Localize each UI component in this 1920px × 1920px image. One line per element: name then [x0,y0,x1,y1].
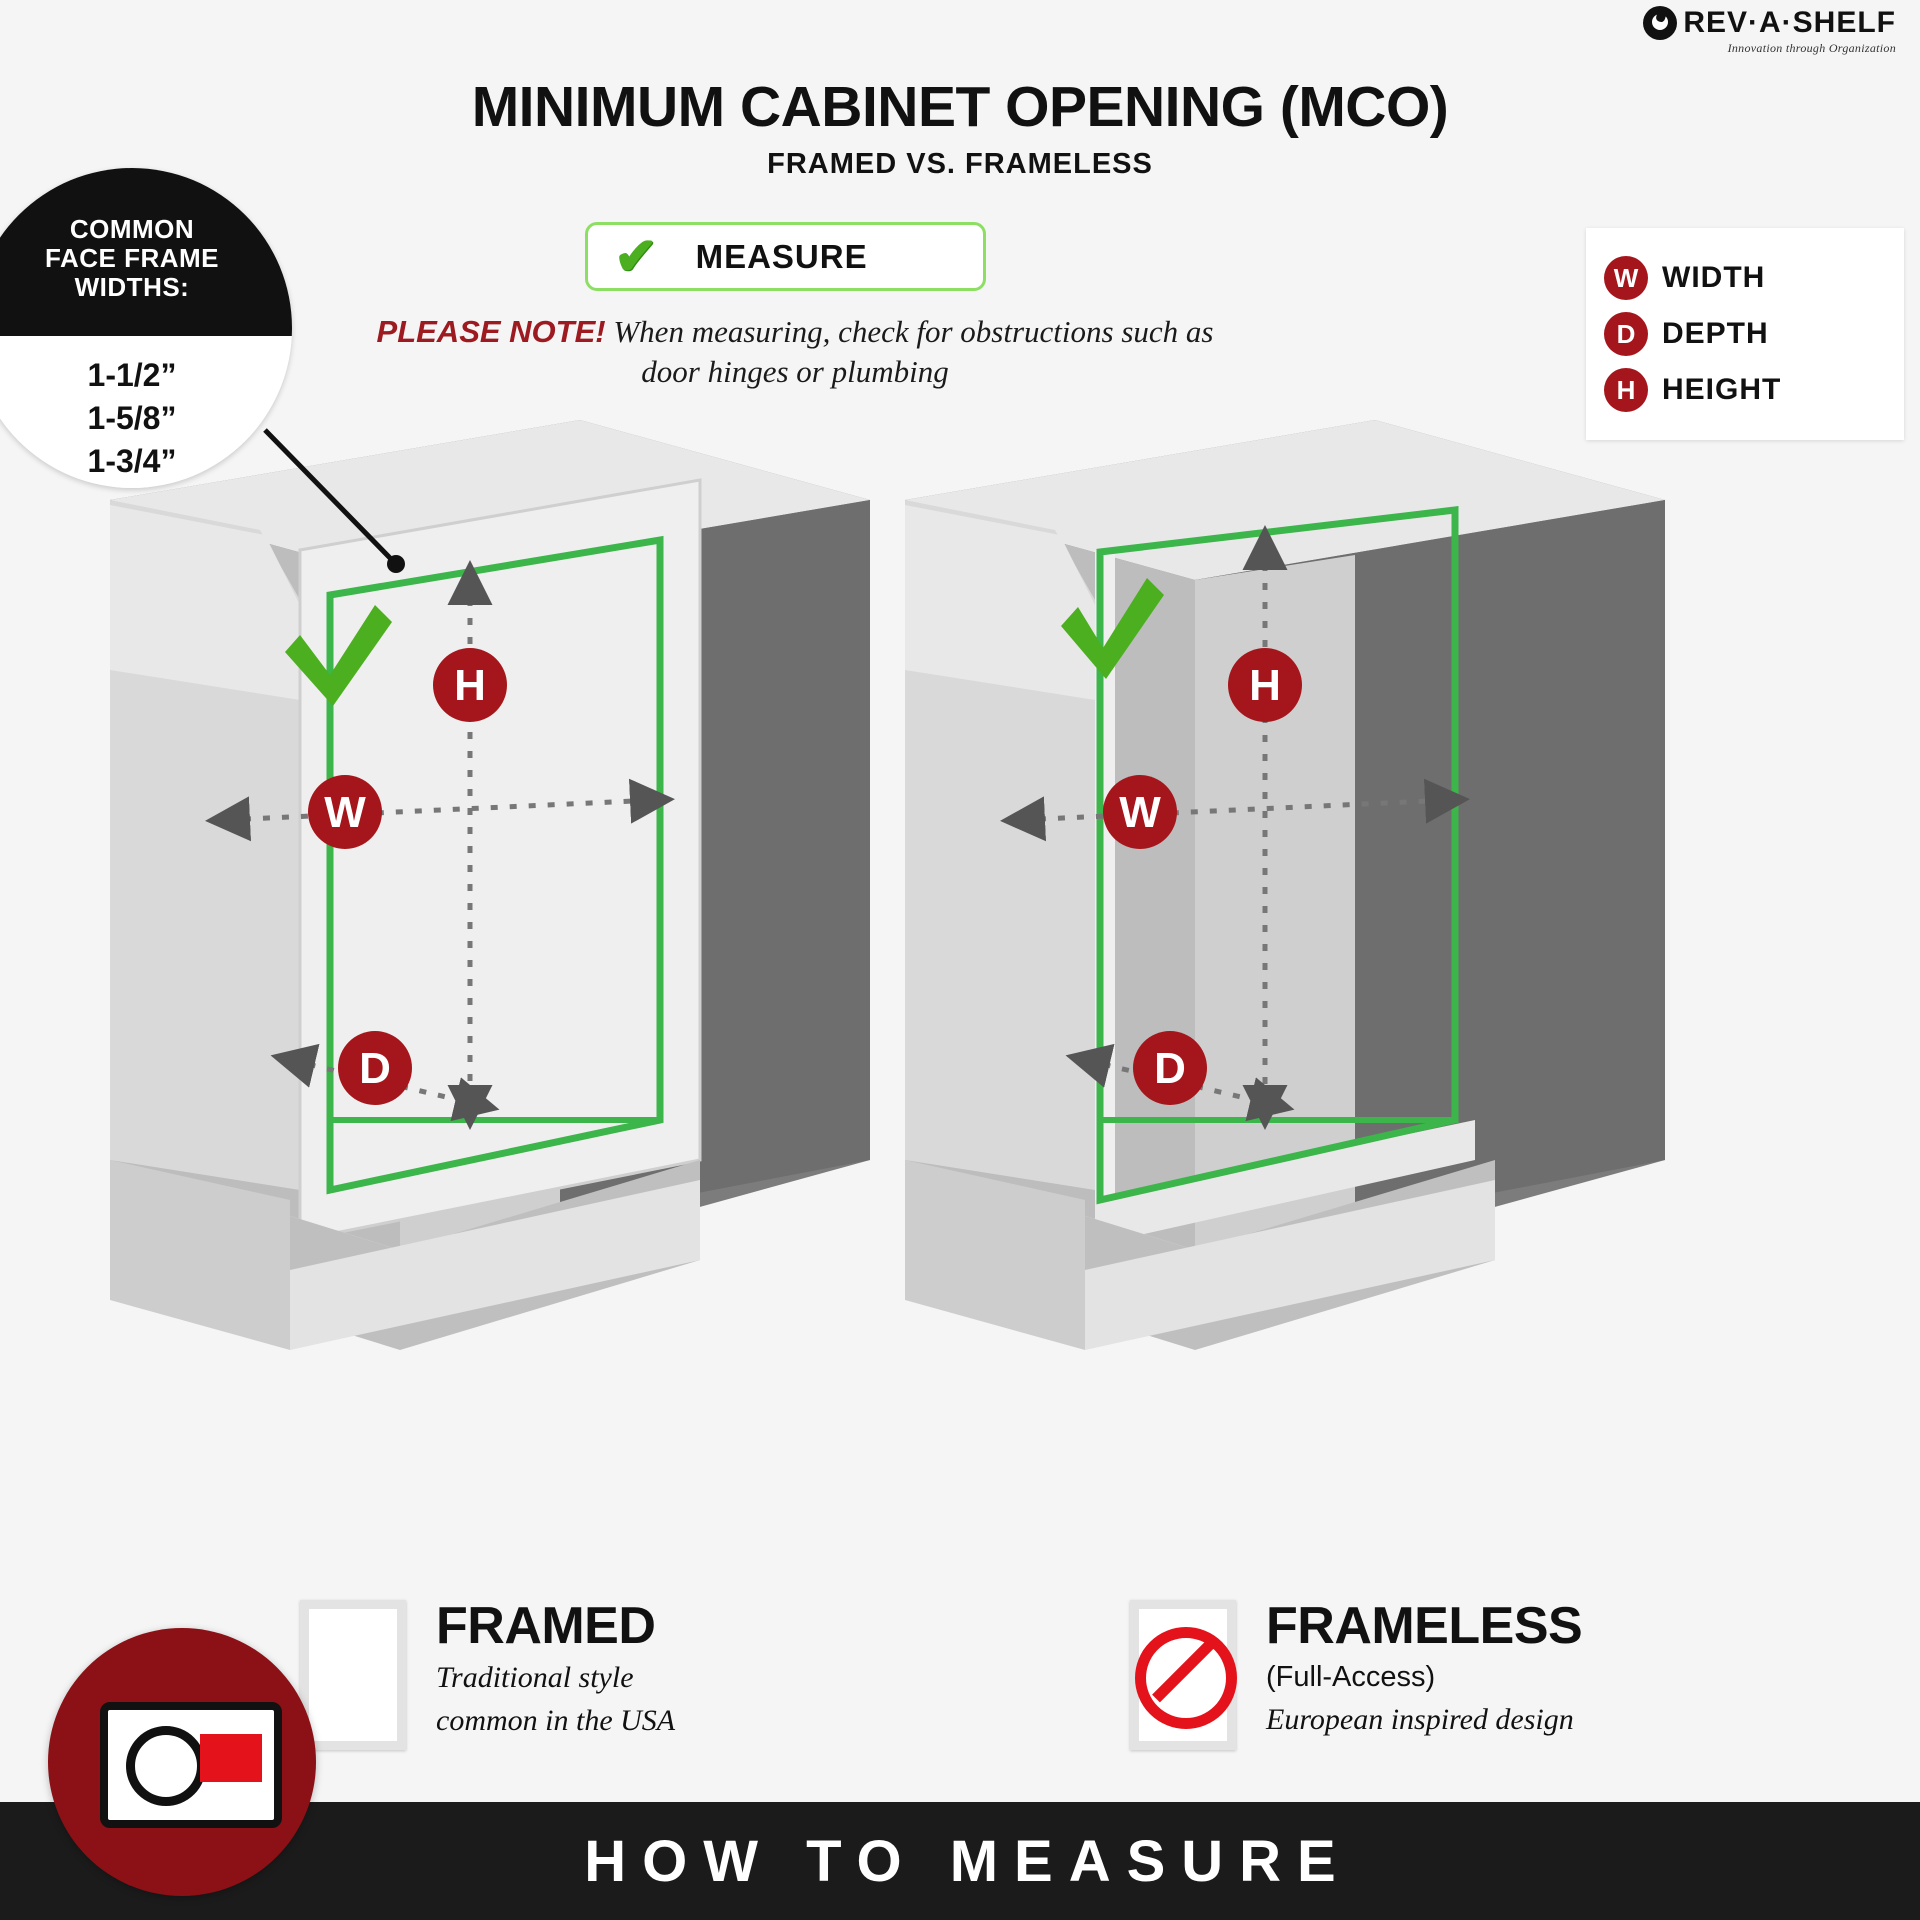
frameless-width-badge [1103,775,1177,849]
rev-a-shelf-logo-icon [1643,6,1677,40]
frameless-depth-badge [1133,1031,1207,1105]
svg-text:H: H [1249,661,1281,710]
measure-label: MEASURE [695,237,868,275]
svg-text:H: H [454,661,486,710]
height-badge-icon: H [1604,368,1648,412]
legend-row-width [1604,256,1894,300]
green-check-icon: ✔ [614,227,658,286]
framed-cabinet-illustration [110,420,870,1350]
framed-sub2: common in the USA [436,1704,676,1738]
framed-swatch-icon [300,1600,406,1750]
legend-frameless [1130,1597,1583,1750]
svg-text:W: W [1119,788,1161,837]
ff-width-1: 1-1/2” [87,357,177,393]
frameless-height-badge [1228,648,1302,722]
framed-title: FRAMED [436,1597,656,1655]
page-subtitle: FRAMED VS. FRAMELESS [767,148,1153,180]
legend-label-depth: DEPTH [1662,317,1769,350]
cabinet-diagrams [0,400,1920,1590]
legend-row-depth [1604,312,1894,356]
legend-label-height: HEIGHT [1662,373,1782,406]
note-body: When measuring, check for obstructions such as door hinges or plumbing [613,314,1214,389]
banner-text: HOW TO MEASURE [584,1828,1352,1894]
measure-badge [585,222,986,291]
note-emphasis: PLEASE NOTE! [376,314,606,349]
framed-depth-badge [338,1031,412,1105]
please-note-text [360,312,1230,391]
brand-name: REV·A·SHELF [1683,6,1896,39]
framed-sub1: Traditional style [436,1661,634,1694]
svg-text:D: D [1154,1044,1186,1093]
ff-heading-line1: COMMON [69,214,195,245]
ff-width-3: 1-3/4” [87,443,177,480]
framed-width-badge [308,775,382,849]
ff-heading-line3: WIDTHS: [74,272,190,303]
ff-width-2: 1-5/8” [87,400,177,437]
brand-logo [1643,6,1896,56]
legend-label-width: WIDTH [1662,261,1766,294]
legend-framed [300,1597,676,1750]
page-title: MINIMUM CABINET OPENING (MCO) [471,75,1449,139]
frameless-cabinet-illustration [905,420,1665,1350]
tape-measure-icon [48,1628,316,1896]
ff-heading-line2: FACE FRAME [45,243,219,274]
svg-text:D: D [359,1044,391,1093]
depth-badge-icon: D [1604,312,1648,356]
frameless-no-entry-icon [1130,1600,1236,1750]
width-badge-icon: W [1604,256,1648,300]
frameless-sub1: (Full-Access) [1266,1661,1436,1693]
cabinets-svg [0,400,1920,1590]
frameless-sub2: European inspired design [1266,1703,1574,1737]
svg-text:W: W [324,788,366,837]
framed-height-badge [433,648,507,722]
no-entry-icon [1135,1627,1237,1729]
frameless-title: FRAMELESS [1266,1597,1583,1655]
brand-tagline: Innovation through Organization [1727,41,1896,55]
